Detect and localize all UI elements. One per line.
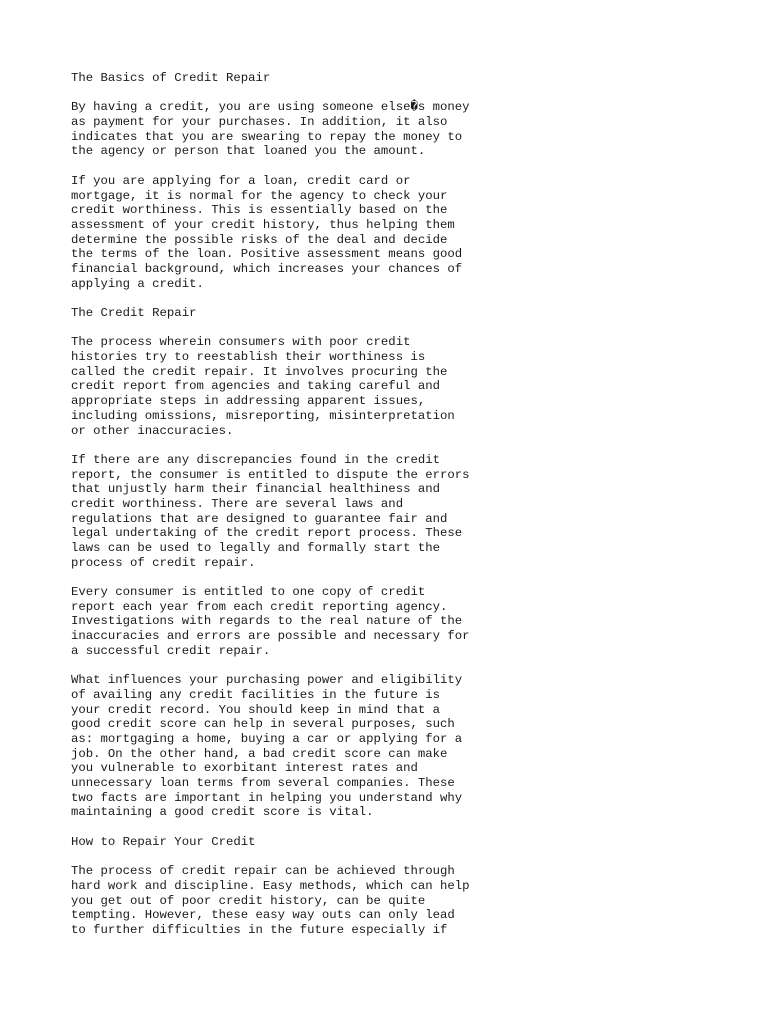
text-line: or other inaccuracies.: [71, 423, 234, 438]
text-line: maintaining a good credit score is vital.: [71, 805, 374, 820]
text-line: assessment of your credit history, thus helping them: [71, 217, 455, 232]
text-line: the terms of the loan. Positive assessment means good: [71, 247, 463, 262]
text-line: report, the consumer is entitled to dispute the errors: [71, 467, 470, 482]
paragraph: [71, 453, 711, 571]
paragraph: [71, 673, 711, 820]
text-line: credit worthiness. This is essentially based on the: [71, 203, 448, 218]
paragraph-spacer: [71, 659, 711, 674]
text-line: as: mortgaging a home, buying a car or applying for a: [71, 731, 463, 746]
text-line: process of credit repair.: [71, 555, 256, 570]
text-line: If there are any discrepancies found in the credit: [71, 452, 440, 467]
text-line: inaccuracies and errors are possible and necessary for: [71, 629, 470, 644]
section-heading: [71, 835, 711, 850]
text-line: appropriate steps in addressing apparent issues,: [71, 394, 426, 409]
text-line: determine the possible risks of the deal and decide: [71, 232, 448, 247]
section-heading: [71, 71, 711, 86]
text-line: that unjustly harm their financial healthiness and: [71, 482, 440, 497]
text-line: the agency or person that loaned you the amount.: [71, 144, 426, 159]
paragraph-spacer: [71, 438, 711, 453]
text-line: legal undertaking of the credit report process. These: [71, 526, 463, 541]
text-line: job. On the other hand, a bad credit score can make: [71, 746, 448, 761]
paragraph-spacer: [71, 849, 711, 864]
document-page: [71, 71, 711, 938]
paragraph-spacer: [71, 820, 711, 835]
text-line: The Basics of Credit Repair: [71, 71, 271, 85]
text-line: a successful credit repair.: [71, 643, 271, 658]
paragraph: [71, 335, 711, 438]
text-line: as payment for your purchases. In addition, it also: [71, 115, 448, 130]
paragraph-spacer: [71, 86, 711, 101]
text-line: report each year from each credit reporting agency.: [71, 599, 448, 614]
text-line: If you are applying for a loan, credit card or: [71, 173, 411, 188]
paragraph-spacer: [71, 159, 711, 174]
text-line: laws can be used to legally and formally start the: [71, 541, 440, 555]
paragraph-spacer: [71, 291, 711, 306]
text-line: mortgage, it is normal for the agency to check your: [71, 188, 448, 203]
text-line: financial background, which increases your chances of: [71, 261, 463, 276]
text-line: applying a credit.: [71, 276, 204, 291]
paragraph-spacer: [71, 570, 711, 585]
text-line: What influences your purchasing power and eligibility: [71, 673, 463, 688]
text-line: called the credit repair. It involves procuring the: [71, 364, 448, 379]
text-line: to further difficulties in the future especially if: [71, 922, 448, 937]
text-line: two facts are important in helping you understand why: [71, 790, 463, 805]
text-line: The process wherein consumers with poor credit: [71, 335, 411, 350]
text-line: your credit record. You should keep in mind that a: [71, 702, 440, 717]
text-line: By having a credit, you are using someone else�s money: [71, 100, 470, 115]
paragraph: [71, 585, 711, 658]
text-line: How to Repair Your Credit: [71, 834, 256, 849]
text-line: The Credit Repair: [71, 306, 197, 320]
paragraph-spacer: [71, 321, 711, 336]
text-line: credit report from agencies and taking careful and: [71, 379, 440, 394]
text-line: histories try to reestablish their worthiness is: [71, 350, 426, 365]
text-line: tempting. However, these easy way outs can only lead: [71, 908, 455, 923]
text-line: indicates that you are swearing to repay the money to: [71, 129, 463, 144]
text-line: Every consumer is entitled to one copy of credit: [71, 585, 426, 600]
text-line: of availing any credit facilities in the future is: [71, 687, 440, 702]
text-line: you vulnerable to exorbitant interest rates and: [71, 761, 418, 776]
text-line: Investigations with regards to the real nature of the: [71, 614, 463, 629]
paragraph: [71, 864, 711, 937]
paragraph: [71, 174, 711, 292]
text-line: The process of credit repair can be achieved through: [71, 864, 455, 879]
text-line: including omissions, misreporting, misinterpretation: [71, 408, 455, 423]
text-line: credit worthiness. There are several laws and: [71, 496, 404, 511]
text-line: good credit score can help in several purposes, such: [71, 717, 455, 732]
text-line: you get out of poor credit history, can be quite: [71, 893, 426, 908]
section-heading: [71, 306, 711, 321]
text-line: unnecessary loan terms from several companies. These: [71, 776, 455, 790]
text-line: hard work and discipline. Easy methods, which can help: [71, 878, 470, 893]
text-line: regulations that are designed to guarantee fair and: [71, 511, 448, 526]
paragraph: [71, 100, 711, 159]
